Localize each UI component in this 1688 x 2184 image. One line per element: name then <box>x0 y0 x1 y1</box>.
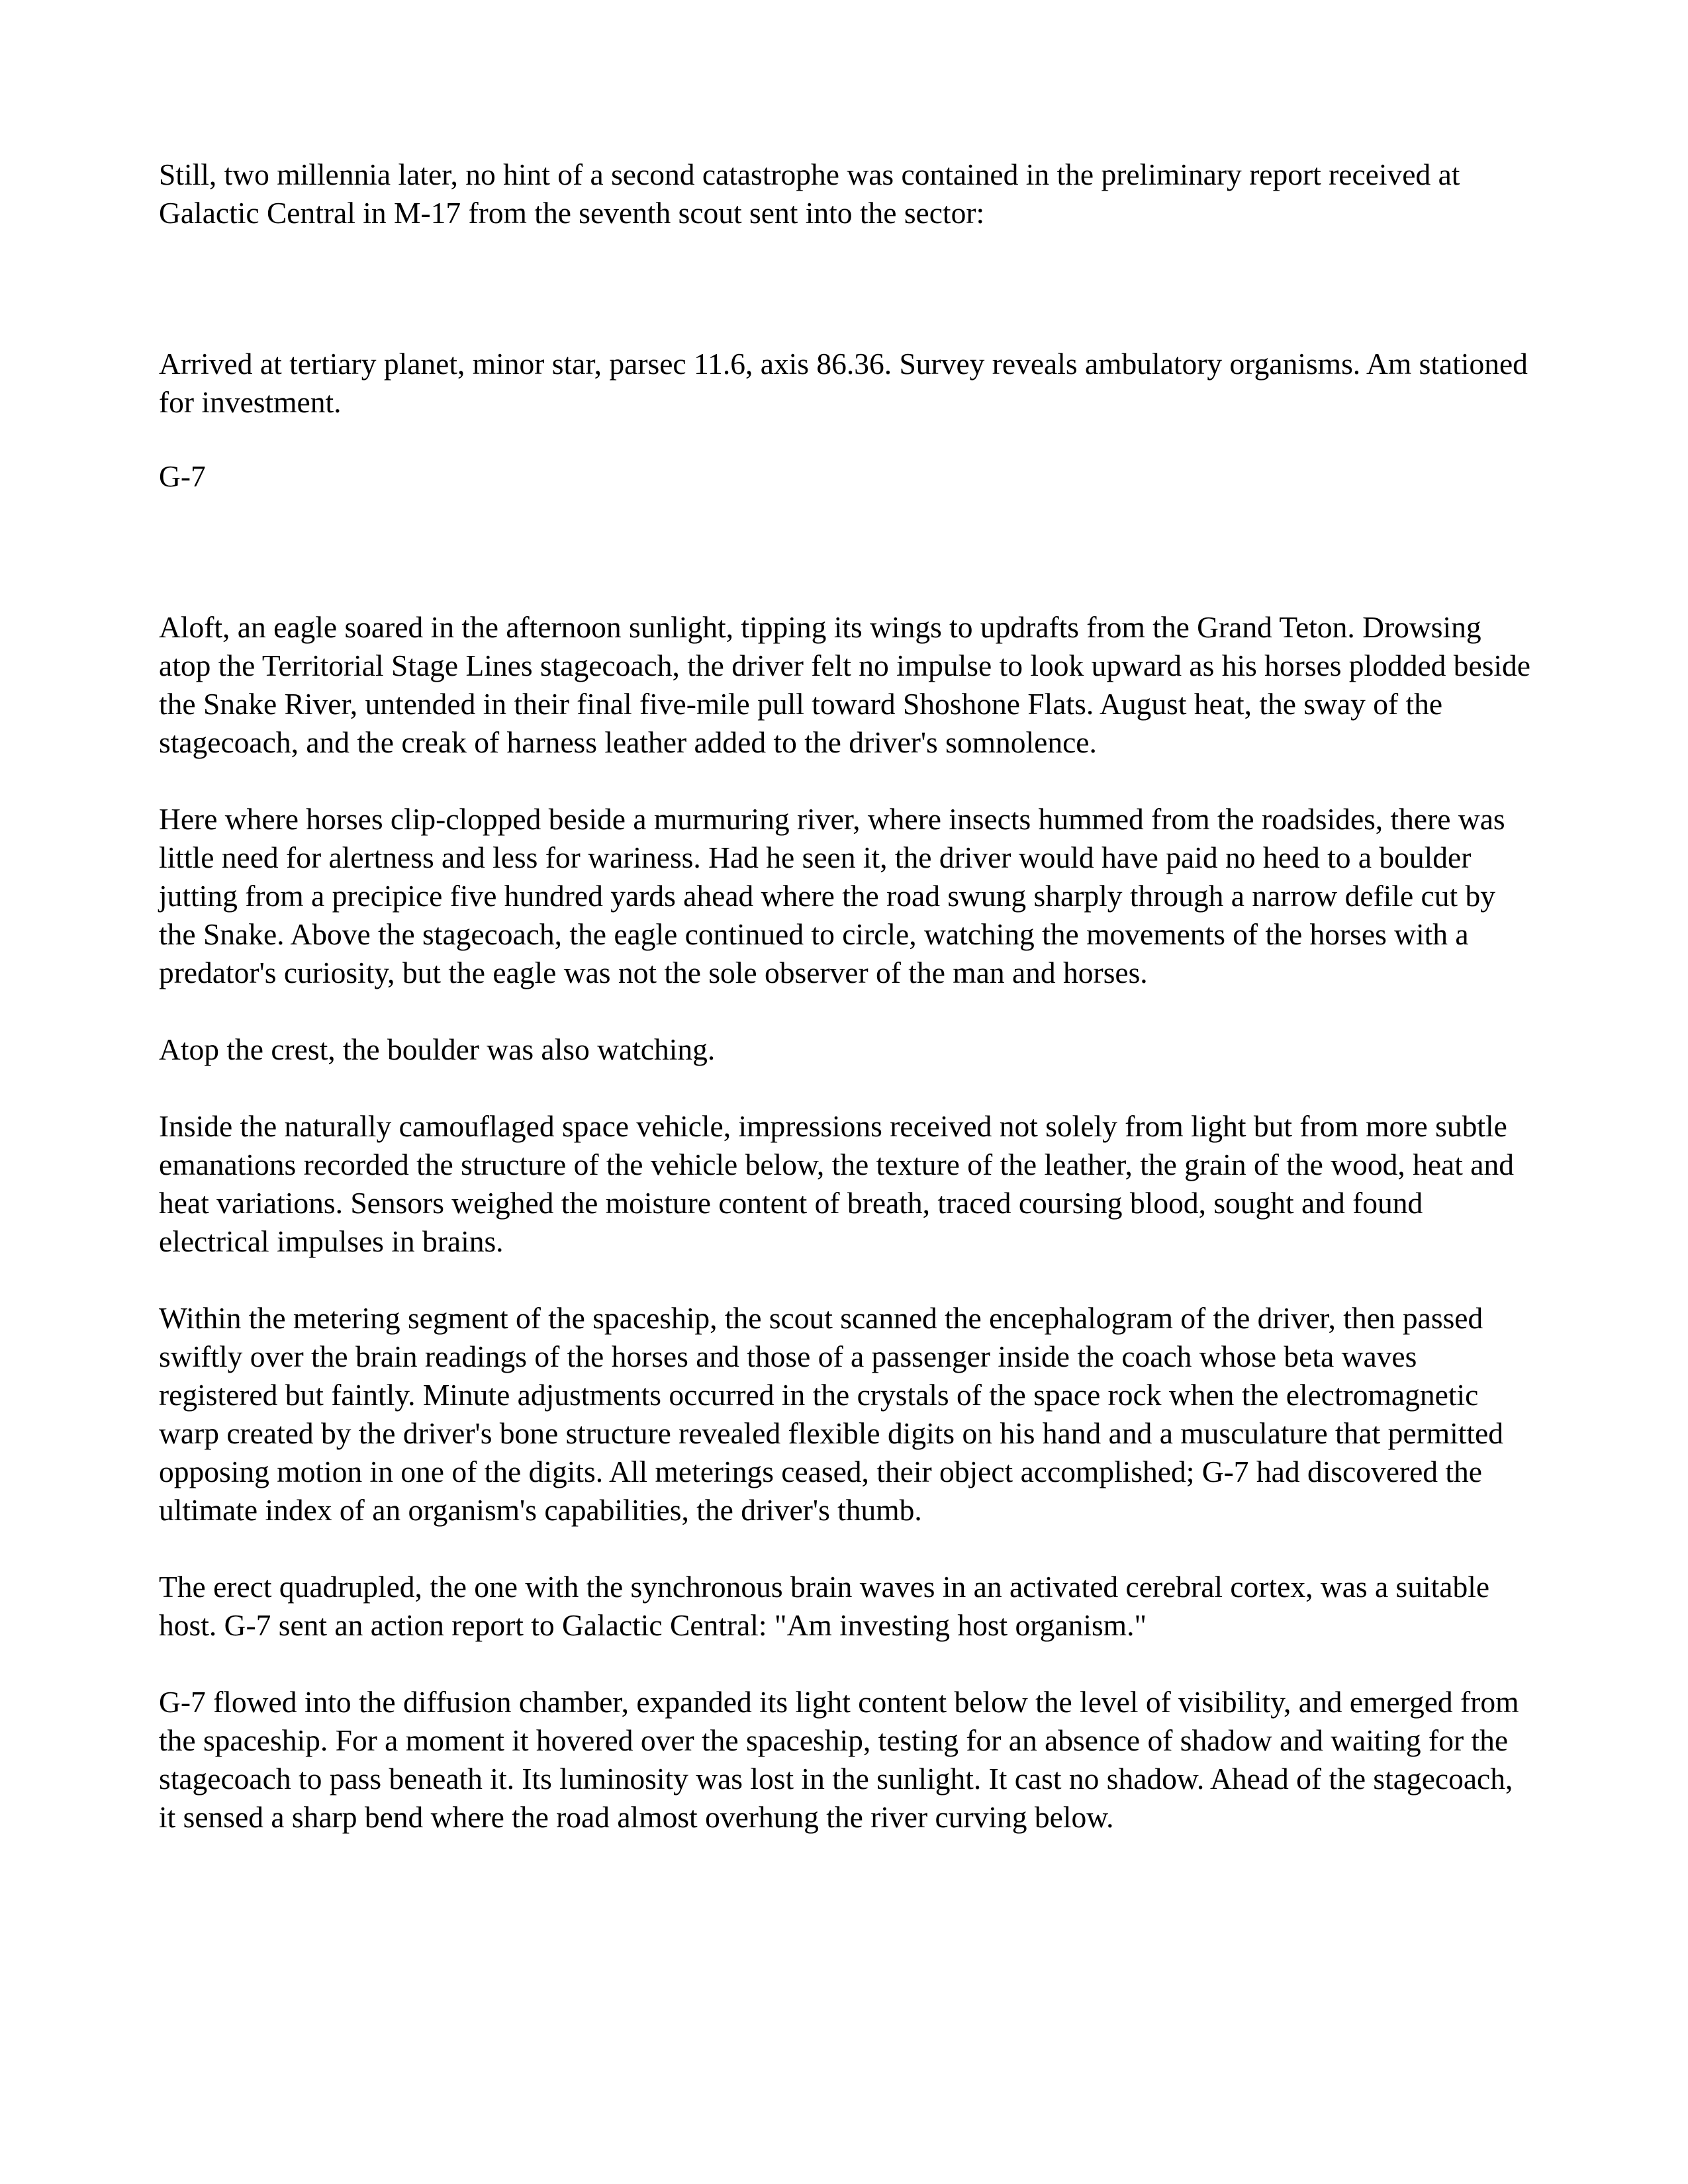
paragraph-metering: Within the metering segment of the spaceship, the scout scanned the encephalogram of the driver, then passed swiftly over the brain readings of the horses and those of a passenger inside the coach whose beta waves registered but faintly. Minute adjustments occurred in the crystals of the space rock when the electromagnetic warp created by the driver's bone structure revealed flexible digits on his hand and a musculature that permitted opposing motion in one of the digits. All meterings ceased, their object accomplished; G-7 had discovered the ultimate index of an organism's capabilities, the driver's thumb. <box>159 1301 1503 1527</box>
paragraph-boulder: Atop the crest, the boulder was also watching. <box>159 1032 716 1066</box>
report-body: Arrived at tertiary planet, minor star, parsec 11.6, axis 86.36. Survey reveals ambulatory organisms. Am stationed for investment. <box>159 347 1528 419</box>
paragraph-host: The erect quadrupled, the one with the synchronous brain waves in an activated cerebral cortex, was a suitable host. G-7 sent an action report to Galactic Central: "Am investing host organism." <box>159 1570 1490 1642</box>
report-signature: G-7 <box>159 459 206 493</box>
paragraph-diffusion: G-7 flowed into the diffusion chamber, expanded its light content below the level of visibility, and emerged from the spaceship. For a moment it hovered over the spaceship, testing for an absence of shadow and waiting for the stagecoach to pass beneath it. Its luminosity was lost in the sunlight. It cast no shadow. Ahead of the stagecoach, it sensed a sharp bend where the road almost overhung the river curving below. <box>159 1685 1519 1834</box>
paragraph-eagle: Aloft, an eagle soared in the afternoon sunlight, tipping its wings to updrafts from the Grand Teton. Drowsing atop the Territorial Stage Lines stagecoach, the driver felt no impulse to look upward as his horses plodded beside the Snake River, untended in their final five-mile pull toward Shoshone Flats. August heat, the sway of the stagecoach, and the creak of harness leather added to the driver's somnolence. <box>159 610 1531 759</box>
intro-paragraph: Still, two millennia later, no hint of a second catastrophe was contained in the preliminary report received at Galactic Central in M-17 from the seventh scout sent into the sector: <box>159 158 1460 230</box>
document-page <box>159 156 1536 1837</box>
paragraph-river: Here where horses clip-clopped beside a murmuring river, where insects hummed from the roadsides, there was little need for alertness and less for wariness. Had he seen it, the driver would have paid no heed to a boulder jutting from a precipice five hundred yards ahead where the road swung sharply through a narrow defile cut by the Snake. Above the stagecoach, the eagle continued to circle, watching the movements of the horses with a predator's curiosity, but the eagle was not the sole observer of the man and horses. <box>159 802 1505 989</box>
paragraph-vehicle: Inside the naturally camouflaged space vehicle, impressions received not solely from light but from more subtle emanations recorded the structure of the vehicle below, the texture of the leather, the grain of the wood, heat and heat variations. Sensors weighed the moisture content of breath, traced coursing blood, sought and found electrical impulses in brains. <box>159 1109 1514 1258</box>
